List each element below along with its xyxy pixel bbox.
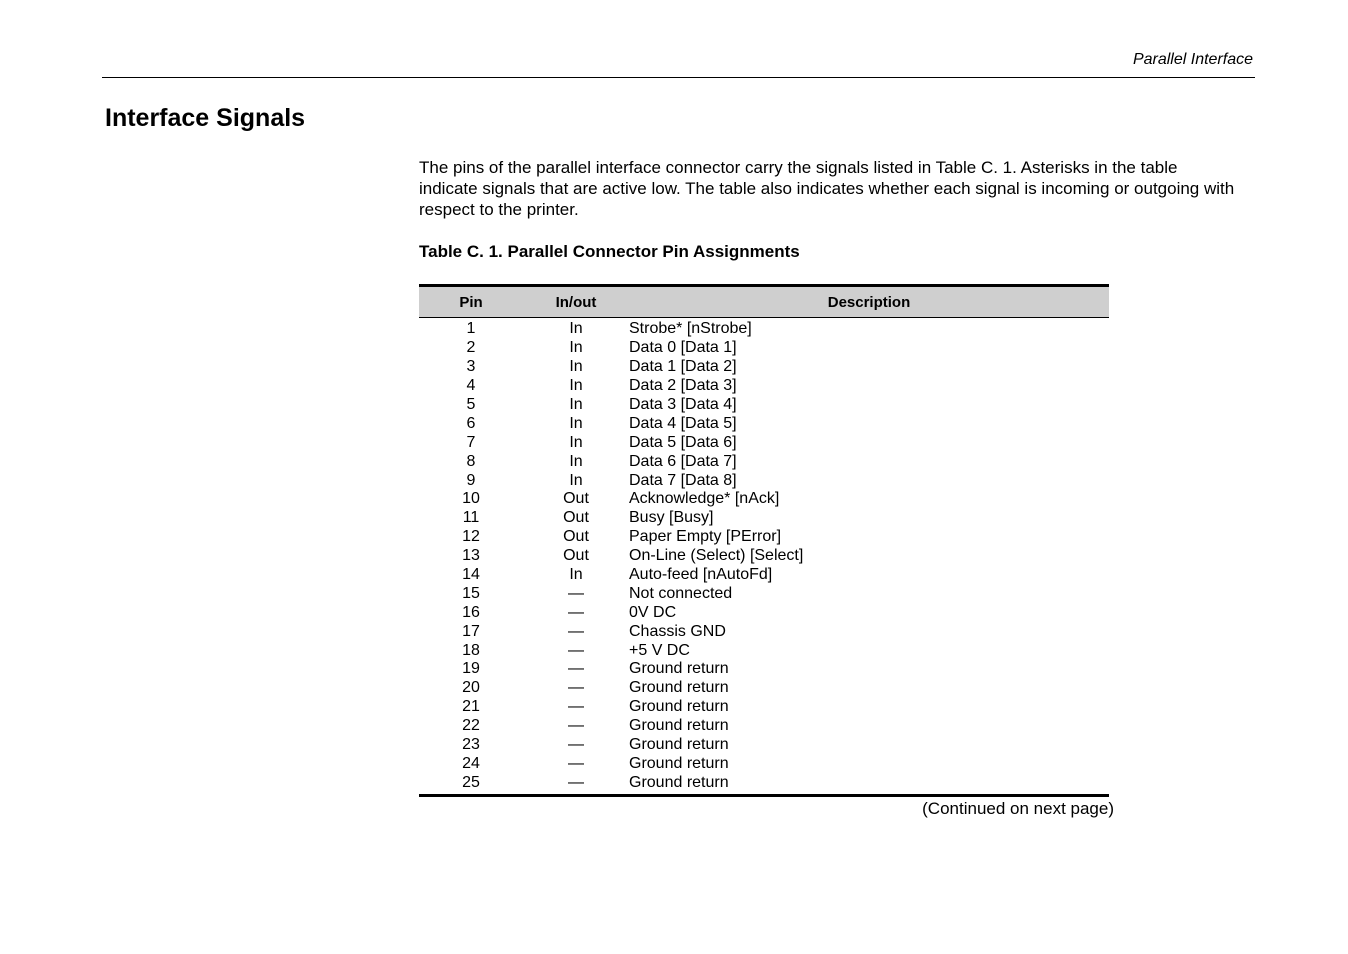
- pin-cell: 17: [462, 622, 480, 640]
- pin-cell: 3: [466, 358, 476, 376]
- in-out-cell: —: [523, 773, 629, 795]
- pin-cell: 10: [462, 490, 480, 508]
- description-cell: Auto-feed [nAutoFd]: [629, 566, 773, 584]
- description-cell: Ground return: [629, 660, 729, 678]
- table-row: [419, 528, 1109, 547]
- description-cell: Paper Empty [PError]: [629, 528, 782, 546]
- in-out-cell: Out: [563, 509, 589, 527]
- description-cell: Data 6 [Data 7]: [629, 452, 737, 470]
- table-row: [419, 339, 1109, 358]
- pin-cell: 19: [462, 660, 480, 678]
- pin-cell: 13: [462, 547, 480, 565]
- description-cell: On-Line (Select) [Select]: [629, 547, 804, 565]
- pin-cell: 1: [466, 320, 476, 338]
- column-header-description: Description: [629, 286, 1109, 318]
- description-cell: Busy [Busy]: [629, 509, 714, 527]
- in-out-cell: —: [568, 679, 584, 697]
- pin-cell: 21: [462, 698, 480, 716]
- in-out-cell: In: [569, 396, 583, 413]
- pin-cell: 9: [466, 471, 476, 489]
- in-out-cell: —: [568, 698, 584, 716]
- table-row: [419, 698, 1109, 717]
- in-out-cell: —: [568, 584, 584, 602]
- table-row: [419, 754, 1109, 773]
- table-row: [419, 471, 1109, 490]
- description-cell: Data 4 [Data 5]: [629, 414, 737, 432]
- description-cell: Acknowledge* [nAck]: [629, 490, 780, 508]
- column-header-pin: Pin: [419, 286, 523, 318]
- description-cell: Ground return: [629, 754, 729, 772]
- table-row: [419, 603, 1109, 622]
- table-row: [419, 318, 1109, 339]
- table-row: [419, 452, 1109, 471]
- table-row: [419, 679, 1109, 698]
- in-out-cell: Out: [563, 490, 589, 508]
- in-out-cell: Out: [563, 547, 589, 565]
- table-header-row: [419, 286, 1109, 318]
- table-row: [419, 490, 1109, 509]
- pin-cell: 14: [462, 566, 480, 584]
- table-row: [419, 377, 1109, 396]
- pin-cell: 2: [466, 339, 476, 357]
- table-row: [419, 717, 1109, 736]
- running-header: Parallel Interface: [1132, 51, 1253, 68]
- description-cell: Ground return: [629, 736, 729, 754]
- pin-cell: 11: [462, 509, 480, 527]
- description-cell: Ground return: [629, 773, 1109, 795]
- pin-cell: 7: [466, 433, 476, 451]
- in-out-cell: In: [569, 377, 583, 395]
- table-row: [419, 773, 1109, 795]
- description-cell: Not connected: [629, 584, 733, 602]
- pin-cell: 18: [462, 641, 480, 659]
- table-row: [419, 566, 1109, 585]
- table-row: [419, 736, 1109, 755]
- in-out-cell: —: [568, 603, 584, 621]
- table-row: [419, 660, 1109, 679]
- table-row: [419, 509, 1109, 528]
- column-header-in-out: In/out: [523, 286, 629, 318]
- pin-cell: 15: [462, 584, 480, 602]
- table-row: [419, 414, 1109, 433]
- pin-cell: 16: [462, 603, 480, 621]
- in-out-cell: In: [569, 358, 583, 376]
- description-cell: Data 5 [Data 6]: [629, 433, 737, 451]
- pin-cell: 4: [466, 377, 476, 395]
- description-cell: Strobe* [nStrobe]: [629, 320, 752, 338]
- pin-cell: 24: [462, 754, 480, 772]
- description-cell: 0V DC: [629, 603, 677, 621]
- in-out-cell: —: [568, 717, 584, 735]
- in-out-cell: In: [569, 414, 583, 432]
- pin-cell: 12: [462, 528, 480, 546]
- in-out-cell: In: [569, 471, 583, 489]
- in-out-cell: —: [568, 660, 584, 678]
- pin-cell: 5: [466, 396, 476, 413]
- in-out-cell: In: [569, 339, 583, 357]
- in-out-cell: In: [569, 452, 583, 470]
- in-out-cell: —: [568, 622, 584, 640]
- pin-cell: 25: [419, 773, 523, 795]
- in-out-cell: In: [569, 320, 583, 338]
- in-out-cell: —: [568, 754, 584, 772]
- table-row: [419, 641, 1109, 660]
- continued-note: (Continued on next page): [922, 799, 1114, 818]
- description-cell: Chassis GND: [629, 622, 726, 640]
- table-row: [419, 547, 1109, 566]
- table-row: [419, 622, 1109, 641]
- in-out-cell: —: [568, 736, 584, 754]
- description-cell: Ground return: [629, 698, 729, 716]
- description-cell: Data 2 [Data 3]: [629, 377, 737, 395]
- description-cell: Data 0 [Data 1]: [629, 339, 737, 357]
- in-out-cell: Out: [563, 528, 589, 546]
- pin-assignment-table: [419, 284, 1109, 797]
- pin-cell: 22: [462, 717, 480, 735]
- header-divider: [102, 77, 1255, 78]
- in-out-cell: —: [568, 641, 584, 659]
- in-out-cell: In: [569, 433, 583, 451]
- table-row: [419, 433, 1109, 452]
- description-cell: Data 7 [Data 8]: [629, 471, 737, 489]
- description-cell: Ground return: [629, 679, 729, 697]
- description-cell: Ground return: [629, 717, 729, 735]
- table-row: [419, 396, 1109, 415]
- table-row: [419, 358, 1109, 377]
- pin-assignment-table-container: [419, 284, 1109, 797]
- in-out-cell: In: [569, 566, 583, 584]
- table-row: [419, 584, 1109, 603]
- pin-cell: 23: [462, 736, 480, 754]
- pin-cell: 20: [462, 679, 480, 697]
- pin-cell: 6: [466, 414, 476, 432]
- description-cell: Data 3 [Data 4]: [629, 396, 737, 413]
- intro-paragraph: The pins of the parallel interface connector carry the signals listed in Table C. 1. Asterisks in the table indicate signals that are active low. The table also indicates whether each signal is incoming or outgoing with respect to the printer.: [419, 158, 1235, 219]
- pin-cell: 8: [466, 452, 476, 470]
- table-caption: Table C. 1. Parallel Connector Pin Assignments: [419, 242, 800, 261]
- section-title: Interface Signals: [105, 104, 306, 132]
- table-body: [419, 318, 1109, 796]
- description-cell: Data 1 [Data 2]: [629, 358, 737, 376]
- description-cell: +5 V DC: [629, 641, 690, 659]
